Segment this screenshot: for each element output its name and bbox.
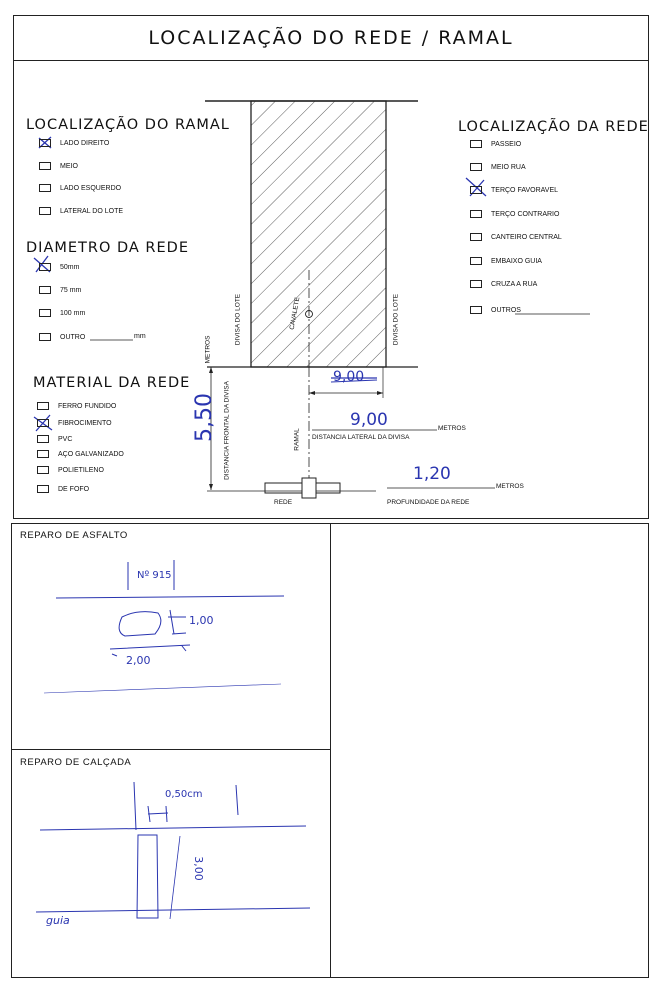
diametro-option-outro[interactable]: OUTRO (39, 333, 85, 341)
asfalto-height-dim: 1,00 (189, 614, 214, 627)
ramal-option-meio[interactable]: MEIO (39, 162, 78, 170)
localizacao-ramal-heading: LOCALIZAÇÃO DO RAMAL (26, 117, 230, 133)
asfalto-width-dim: 2,00 (126, 654, 151, 667)
ramal-option-lado-direito[interactable]: LADO DIREITO (39, 139, 109, 147)
lateral-value: 9,00 (350, 410, 388, 430)
crossed-lateral-value: 9,00 (333, 369, 365, 385)
diametro-option-50mm[interactable]: 50mm (39, 263, 79, 271)
ramal-option-lado-esquerdo[interactable]: LADO ESQUERDO (39, 184, 121, 192)
calcada-side-dim: 3,00 (191, 856, 205, 881)
calcada-guia-label: guia (46, 914, 70, 927)
metros-label-1: METROS (438, 425, 466, 432)
localizacao-rede-heading: LOCALIZAÇÃO DA REDE (458, 119, 649, 135)
profundidade-label: PROFUNDIDADE DA REDE (387, 499, 470, 506)
material-option-ferro-fundido[interactable]: FERRO FUNDIDO (37, 402, 116, 410)
material-option-fibrocimento[interactable]: FIBROCIMENTO (37, 419, 112, 427)
rede-option-embaixo-guia[interactable]: EMBAIXO GUIA (470, 257, 542, 265)
distancia-frontal-label: DISTANCIA FRONTAL DA DIVISA (223, 381, 231, 480)
rede-option-outros[interactable]: OUTROS (470, 306, 521, 314)
material-rede-heading: MATERIAL DA REDE (33, 375, 191, 391)
diametro-outro-unit: mm (134, 333, 146, 340)
cavalete-label: CAVALETE (288, 296, 302, 331)
frontal-value: 5,50 (191, 393, 217, 442)
reparo-asfalto-heading: REPARO DE ASFALTO (20, 530, 128, 541)
rede-option-cruza-rua[interactable]: CRUZA A RUA (470, 280, 537, 288)
page-title: LOCALIZAÇÃO DO REDE / RAMAL (148, 27, 514, 49)
material-option-de-fofo[interactable]: DE FOFO (37, 485, 89, 493)
asfalto-number-label: Nº 915 (137, 570, 172, 581)
material-option-polietileno[interactable]: POLIETILENO (37, 466, 104, 474)
ramal-option-lateral-lote[interactable]: LATERAL DO LOTE (39, 207, 123, 215)
divisa-lote-left-label: DIVISA DO LOTE (234, 293, 242, 346)
metros-label-2: METROS (496, 483, 524, 490)
rede-label: REDE (274, 499, 293, 506)
material-option-aco-galvanizado[interactable]: AÇO GALVANIZADO (37, 450, 124, 458)
rede-option-terco-favoravel[interactable]: TERÇO FAVORAVEL (470, 186, 558, 194)
metros-vertical-label: METROS (204, 335, 212, 364)
divisa-lote-right-label: DIVISA DO LOTE (392, 293, 400, 346)
calcada-top-dim: 0,50cm (165, 789, 203, 800)
diametro-option-75mm[interactable]: 75 mm (39, 286, 81, 294)
rede-option-terco-contrario[interactable]: TERÇO CONTRARIO (470, 210, 559, 218)
diametro-rede-heading: DIAMETRO DA REDE (26, 240, 189, 256)
distancia-lateral-label: DISTANCIA LATERAL DA DIVISA (312, 434, 410, 441)
reparo-calcada-heading: REPARO DE CALÇADA (20, 757, 132, 768)
material-option-pvc[interactable]: PVC (37, 435, 72, 443)
depth-value: 1,20 (413, 464, 451, 484)
rede-option-canteiro-central[interactable]: CANTEIRO CENTRAL (470, 233, 562, 241)
ramal-label: RAMAL (293, 428, 301, 451)
rede-option-meio-rua[interactable]: MEIO RUA (470, 163, 526, 171)
diametro-option-100mm[interactable]: 100 mm (39, 309, 85, 317)
rede-option-passeio[interactable]: PASSEIO (470, 140, 521, 148)
